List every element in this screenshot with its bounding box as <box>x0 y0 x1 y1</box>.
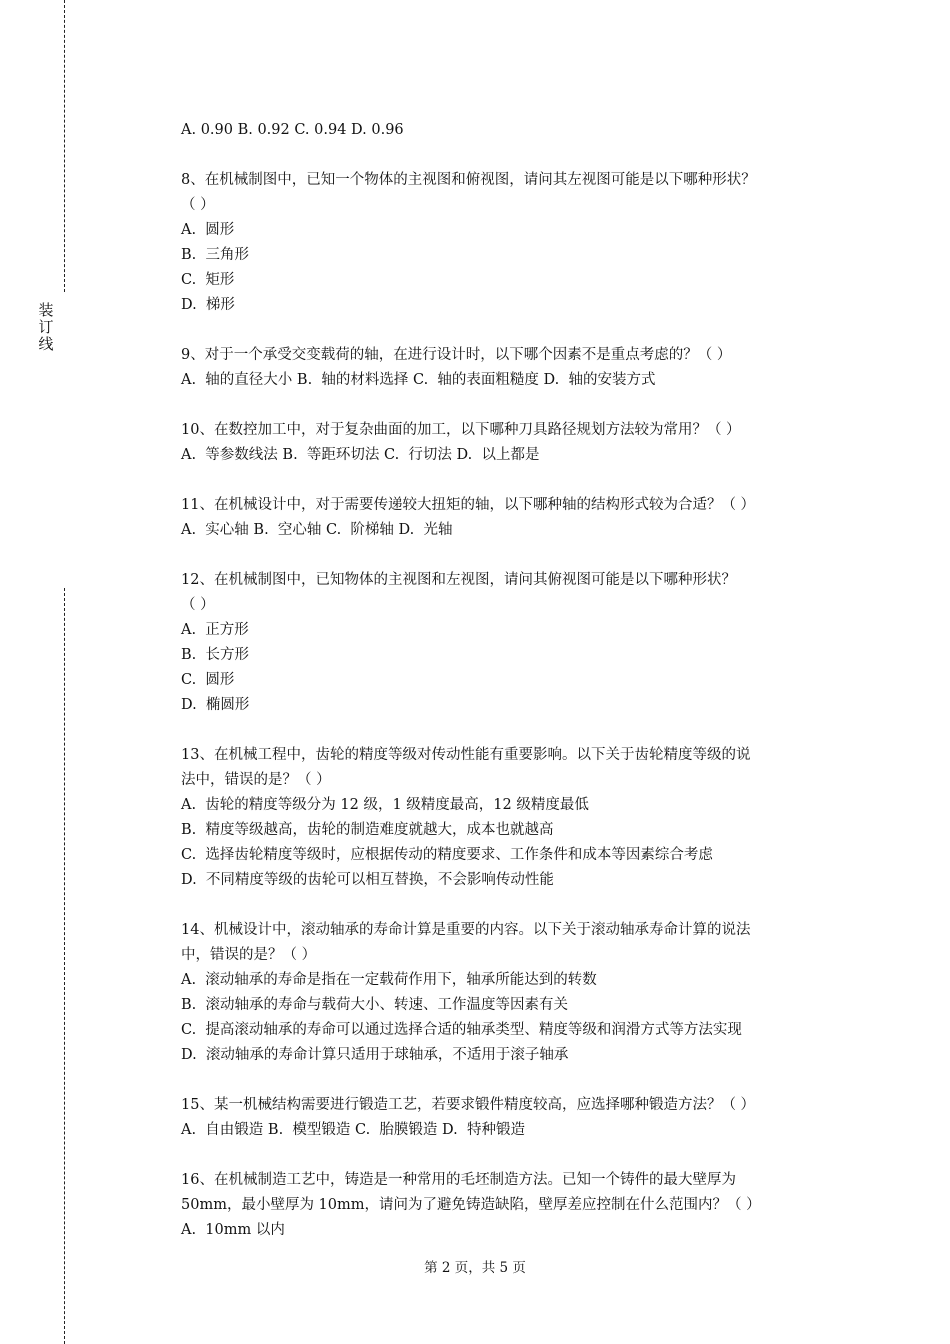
binding-dashed-line-top <box>64 0 65 292</box>
option-a: A. 滚动轴承的寿命是指在一定载荷作用下，轴承所能达到的转数 <box>181 972 597 988</box>
page-footer: 第 2 页，共 5 页 <box>424 1260 526 1276</box>
question-10 <box>181 418 846 468</box>
question-stem-line-1: 14、机械设计中，滚动轴承的寿命计算是重要的内容。以下关于滚动轴承寿命计算的说法 <box>181 922 751 938</box>
binding-char: 线 <box>38 335 54 353</box>
option-c: C. 选择齿轮精度等级时，应根据传动的精度要求、工作条件和成本等因素综合考虑 <box>181 847 713 863</box>
binding-label <box>36 302 56 353</box>
option-b: B. 长方形 <box>181 647 249 663</box>
question-stem: 12、在机械制图中，已知物体的主视图和左视图，请问其俯视图可能是以下哪种形状？ <box>181 572 736 588</box>
answer-bracket: （ ） <box>181 597 215 613</box>
option-b: B. 精度等级越高，齿轮的制造难度就越大，成本也就越高 <box>181 822 554 838</box>
option-a: A. 齿轮的精度等级分为 12 级，1 级精度最高，12 级精度最低 <box>181 797 589 813</box>
option-a: A. 正方形 <box>181 622 249 638</box>
question-options: A. 自由锻造 B. 模型锻造 C. 胎膜锻造 D. 特种锻造 <box>181 1122 525 1138</box>
question-stem: 8、在机械制图中，已知一个物体的主视图和俯视图，请问其左视图可能是以下哪种形状？ <box>181 172 756 188</box>
question-14 <box>181 918 846 1068</box>
answer-bracket: （ ） <box>181 197 215 213</box>
question-12 <box>181 568 846 718</box>
question-15 <box>181 1093 846 1143</box>
question-7-tail <box>181 118 846 143</box>
question-11 <box>181 493 846 543</box>
question-stem-line-1: 13、在机械工程中，齿轮的精度等级对传动性能有重要影响。以下关于齿轮精度等级的说 <box>181 747 751 763</box>
question-stem: 10、在数控加工中，对于复杂曲面的加工，以下哪种刀具路径规划方法较为常用？（ ） <box>181 422 741 438</box>
question-options: A. 轴的直径大小 B. 轴的材料选择 C. 轴的表面粗糙度 D. 轴的安装方式 <box>181 372 656 388</box>
question-options: A. 等参数线法 B. 等距环切法 C. 行切法 D. 以上都是 <box>181 447 540 463</box>
question-9 <box>181 343 846 393</box>
question-8 <box>181 168 846 318</box>
question-stem-line-2: 50mm，最小壁厚为 10mm，请问为了避免铸造缺陷，壁厚差应控制在什么范围内？（ ） <box>181 1197 761 1213</box>
question-stem: 9、对于一个承受交变载荷的轴，在进行设计时，以下哪个因素不是重点考虑的？（ ） <box>181 347 732 363</box>
option-d: D. 椭圆形 <box>181 697 250 713</box>
binding-dashed-line-bottom <box>64 588 65 1344</box>
question-stem: 15、某一机械结构需要进行锻造工艺，若要求锻件精度较高，应选择哪种锻造方法？（ ） <box>181 1097 756 1113</box>
option-b: B. 三角形 <box>181 247 249 263</box>
question-options: A. 实心轴 B. 空心轴 C. 阶梯轴 D. 光轴 <box>181 522 453 538</box>
option-c: C. 圆形 <box>181 672 235 688</box>
exam-content <box>181 118 846 1268</box>
option-d: D. 滚动轴承的寿命计算只适用于球轴承，不适用于滚子轴承 <box>181 1047 569 1063</box>
option-d: D. 不同精度等级的齿轮可以相互替换，不会影响传动性能 <box>181 872 554 888</box>
question-16 <box>181 1168 846 1243</box>
binding-char: 订 <box>38 318 54 336</box>
question-stem-line-2: 法中，错误的是？（ ） <box>181 772 331 788</box>
option-a: A. 圆形 <box>181 222 235 238</box>
question-13 <box>181 743 846 893</box>
question-stem: 11、在机械设计中，对于需要传递较大扭矩的轴，以下哪种轴的结构形式较为合适？（ ） <box>181 497 756 513</box>
option-a: A. 10mm 以内 <box>181 1222 285 1238</box>
option-d: D. 梯形 <box>181 297 235 313</box>
option-c: C. 提高滚动轴承的寿命可以通过选择合适的轴承类型、精度等级和润滑方式等方法实现 <box>181 1022 742 1038</box>
question-options: A. 0.90 B. 0.92 C. 0.94 D. 0.96 <box>181 122 404 138</box>
question-stem-line-2: 中，错误的是？（ ） <box>181 947 317 963</box>
option-b: B. 滚动轴承的寿命与载荷大小、转速、工作温度等因素有关 <box>181 997 568 1013</box>
question-stem-line-1: 16、在机械制造工艺中，铸造是一种常用的毛坯制造方法。已知一个铸件的最大壁厚为 <box>181 1172 736 1188</box>
binding-char: 装 <box>38 301 54 319</box>
option-c: C. 矩形 <box>181 272 235 288</box>
